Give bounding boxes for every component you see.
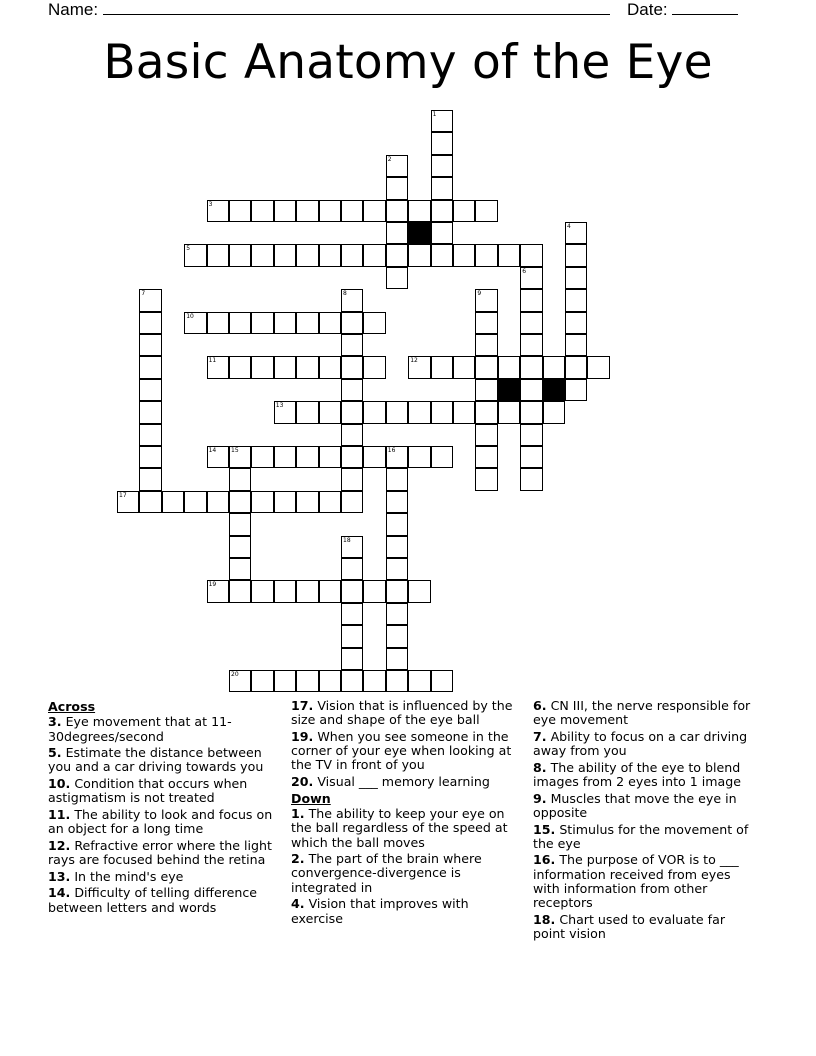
grid-cell[interactable] xyxy=(229,536,251,558)
clue-text: Eye movement that at 11-30degrees/second xyxy=(48,714,232,744)
grid-cell[interactable] xyxy=(139,312,161,334)
grid-cell[interactable] xyxy=(341,424,363,446)
grid-cell[interactable] xyxy=(274,670,296,692)
grid-cell[interactable] xyxy=(139,289,161,311)
grid-cell[interactable] xyxy=(386,200,408,222)
down-clue xyxy=(533,792,761,821)
grid-cell[interactable] xyxy=(475,356,497,378)
clue-text: Chart used to evaluate far point vision xyxy=(533,911,725,942)
clue-number: 14. xyxy=(48,885,71,901)
grid-cell[interactable] xyxy=(341,468,363,490)
clue-text: The purpose of VOR is to ___ information received from eyes with information from other receptors xyxy=(533,852,739,911)
clue-number: 7. xyxy=(533,728,547,744)
grid-cell[interactable] xyxy=(431,446,453,468)
clue-text: Difficulty of telling difference between letters and words xyxy=(48,885,258,915)
grid-cell[interactable] xyxy=(520,289,542,311)
grid-cell[interactable] xyxy=(475,424,497,446)
grid-cell[interactable] xyxy=(341,536,363,558)
grid-cell[interactable] xyxy=(207,244,229,266)
grid-cell[interactable] xyxy=(431,670,453,692)
clue-text: The part of the brain where convergence-divergence is integrated in xyxy=(291,851,482,895)
grid-cell[interactable] xyxy=(184,491,206,513)
across-clue xyxy=(48,715,276,744)
grid-cell[interactable] xyxy=(319,312,341,334)
clue-text: Ability to focus on a car driving away from you xyxy=(533,728,748,759)
grid-cell[interactable] xyxy=(475,244,497,266)
grid-cell[interactable] xyxy=(139,401,161,423)
grid-cell[interactable] xyxy=(408,200,430,222)
clue-number-label: 20 xyxy=(231,671,239,678)
grid-cell[interactable] xyxy=(543,356,565,378)
grid-cell[interactable] xyxy=(341,401,363,423)
grid-cell[interactable] xyxy=(296,312,318,334)
clue-number: 5. xyxy=(48,745,62,761)
clue-number-label: 8 xyxy=(343,290,347,298)
grid-cell[interactable] xyxy=(498,401,520,423)
clue-number: 2. xyxy=(291,851,305,867)
grid-cell[interactable] xyxy=(520,401,542,423)
grid-cell[interactable] xyxy=(431,401,453,423)
grid-cell[interactable] xyxy=(319,491,341,513)
grid-cell[interactable] xyxy=(565,289,587,311)
grid-cell[interactable] xyxy=(408,580,430,602)
grid-cell[interactable] xyxy=(229,670,251,692)
grid-cell[interactable] xyxy=(565,244,587,266)
grid-cell[interactable] xyxy=(386,625,408,647)
grid-cell[interactable] xyxy=(475,200,497,222)
grid-cell[interactable] xyxy=(386,580,408,602)
across-heading: Across xyxy=(48,699,96,714)
clue-column-3 xyxy=(533,699,761,944)
clue-text: CN III, the nerve responsible for eye movement xyxy=(533,698,751,728)
blocked-cell xyxy=(543,379,565,401)
grid-cell[interactable] xyxy=(319,670,341,692)
grid-cell[interactable] xyxy=(386,446,408,468)
grid-cell[interactable] xyxy=(520,267,542,289)
down-clue xyxy=(533,699,761,728)
grid-cell[interactable] xyxy=(341,580,363,602)
grid-cell[interactable] xyxy=(520,468,542,490)
grid-cell[interactable] xyxy=(386,244,408,266)
clue-number: 10. xyxy=(48,776,71,792)
clue-text: Refractive error where the light rays are focused behind the retina xyxy=(48,837,272,868)
grid-cell[interactable] xyxy=(386,401,408,423)
grid-cell[interactable] xyxy=(431,155,453,177)
clue-number-label: 15 xyxy=(231,447,239,454)
grid-cell[interactable] xyxy=(229,244,251,266)
clue-number: 9. xyxy=(533,790,547,806)
down-clue xyxy=(291,897,519,926)
grid-cell[interactable] xyxy=(341,244,363,266)
clue-number-label: 11 xyxy=(208,357,217,365)
grid-cell[interactable] xyxy=(431,132,453,154)
grid-cell[interactable] xyxy=(341,558,363,580)
grid-cell[interactable] xyxy=(386,491,408,513)
grid-cell[interactable] xyxy=(274,200,296,222)
grid-cell[interactable] xyxy=(475,312,497,334)
grid-cell[interactable] xyxy=(229,558,251,580)
grid-cell[interactable] xyxy=(139,424,161,446)
grid-cell[interactable] xyxy=(431,222,453,244)
clue-column-2 xyxy=(291,699,519,928)
grid-cell[interactable] xyxy=(319,200,341,222)
name-label: Name: xyxy=(48,0,99,19)
clue-number: 11. xyxy=(48,806,71,822)
grid-cell[interactable] xyxy=(386,155,408,177)
clue-column-1 xyxy=(48,699,276,917)
grid-cell[interactable] xyxy=(251,670,273,692)
grid-cell[interactable] xyxy=(207,356,229,378)
clue-text: When you see someone in the corner of your eye when looking at the TV in front of you xyxy=(291,728,512,773)
grid-cell[interactable] xyxy=(498,356,520,378)
grid-cell[interactable] xyxy=(117,491,139,513)
grid-cell[interactable] xyxy=(319,244,341,266)
grid-cell[interactable] xyxy=(475,446,497,468)
clue-number-label: 17 xyxy=(119,491,127,499)
across-clue xyxy=(48,839,276,868)
grid-cell[interactable] xyxy=(341,491,363,513)
grid-cell[interactable] xyxy=(498,244,520,266)
clue-number: 6. xyxy=(533,698,547,713)
grid-cell[interactable] xyxy=(139,334,161,356)
grid-cell[interactable] xyxy=(296,580,318,602)
grid-cell[interactable] xyxy=(341,379,363,401)
clue-text: Vision that is influenced by the size and shape of the eye ball xyxy=(291,698,513,728)
grid-cell[interactable] xyxy=(565,267,587,289)
clue-number-label: 14 xyxy=(208,447,217,454)
grid-cell[interactable] xyxy=(274,312,296,334)
clue-number-label: 12 xyxy=(410,357,418,365)
grid-cell[interactable] xyxy=(520,312,542,334)
clue-number-label: 3 xyxy=(208,200,213,208)
grid-cell[interactable] xyxy=(207,200,229,222)
grid-cell[interactable] xyxy=(296,356,318,378)
grid-cell[interactable] xyxy=(319,446,341,468)
grid-cell[interactable] xyxy=(386,648,408,670)
clue-text: The ability of the eye to blend images from 2 eyes into 1 image xyxy=(533,759,741,790)
grid-cell[interactable] xyxy=(319,356,341,378)
grid-cell[interactable] xyxy=(251,491,273,513)
clue-number: 12. xyxy=(48,837,71,853)
grid-cell[interactable] xyxy=(408,401,430,423)
grid-cell[interactable] xyxy=(363,446,385,468)
grid-cell[interactable] xyxy=(341,603,363,625)
grid-cell[interactable] xyxy=(520,379,542,401)
clue-number: 18. xyxy=(533,911,556,927)
clue-text: Stimulus for the movement of the eye xyxy=(533,821,749,851)
grid-cell[interactable] xyxy=(408,244,430,266)
clue-number: 16. xyxy=(533,852,556,868)
clue-number: 19. xyxy=(291,728,314,744)
down-clue xyxy=(533,730,761,759)
clue-text: In the mind's eye xyxy=(70,868,184,884)
grid-cell[interactable] xyxy=(386,558,408,580)
clue-text: Condition that occurs when astigmatism is not treated xyxy=(48,776,248,806)
grid-cell[interactable] xyxy=(453,356,475,378)
down-clue xyxy=(533,853,761,910)
clue-number: 15. xyxy=(533,821,556,837)
blocked-cell xyxy=(408,222,430,244)
clue-text: The ability to look and focus on an object for a long time xyxy=(48,806,273,837)
grid-cell[interactable] xyxy=(341,625,363,647)
grid-cell[interactable] xyxy=(386,536,408,558)
grid-cell[interactable] xyxy=(431,356,453,378)
grid-cell[interactable] xyxy=(565,312,587,334)
grid-cell[interactable] xyxy=(341,200,363,222)
grid-cell[interactable] xyxy=(139,468,161,490)
grid-cell[interactable] xyxy=(162,491,184,513)
grid-cell[interactable] xyxy=(475,379,497,401)
clue-number-label: 9 xyxy=(477,290,482,298)
grid-cell[interactable] xyxy=(274,401,296,423)
grid-cell[interactable] xyxy=(229,491,251,513)
grid-cell[interactable] xyxy=(363,356,385,378)
grid-cell[interactable] xyxy=(296,200,318,222)
down-heading: Down xyxy=(291,790,331,806)
grid-cell[interactable] xyxy=(207,580,229,602)
grid-cell[interactable] xyxy=(475,468,497,490)
grid-cell[interactable] xyxy=(229,513,251,535)
grid-cell[interactable] xyxy=(363,312,385,334)
clue-text: The ability to keep your eye on the ball regardless of the speed at which the ball moves xyxy=(291,805,508,850)
page-title: Basic Anatomy of the Eye xyxy=(103,35,713,90)
grid-cell[interactable] xyxy=(296,446,318,468)
clue-number-label: 19 xyxy=(208,581,217,589)
grid-cell[interactable] xyxy=(363,670,385,692)
blocked-cell xyxy=(498,379,520,401)
grid-cell[interactable] xyxy=(341,289,363,311)
grid-cell[interactable] xyxy=(543,401,565,423)
down-clue xyxy=(291,807,519,850)
grid-cell[interactable] xyxy=(207,312,229,334)
grid-cell[interactable] xyxy=(229,312,251,334)
grid-cell[interactable] xyxy=(520,356,542,378)
grid-cell[interactable] xyxy=(475,289,497,311)
clue-number-label: 4 xyxy=(567,223,571,230)
across-clue xyxy=(48,746,276,775)
clue-number-label: 6 xyxy=(522,267,527,275)
clue-number: 4. xyxy=(291,896,305,912)
grid-cell[interactable] xyxy=(296,670,318,692)
grid-cell[interactable] xyxy=(139,379,161,401)
grid-cell[interactable] xyxy=(184,244,206,266)
clue-text: Estimate the distance between you and a car driving towards you xyxy=(48,745,264,775)
grid-cell[interactable] xyxy=(229,468,251,490)
clue-number: 3. xyxy=(48,714,62,730)
grid-cell[interactable] xyxy=(363,200,385,222)
grid-cell[interactable] xyxy=(341,356,363,378)
grid-cell[interactable] xyxy=(565,334,587,356)
grid-cell[interactable] xyxy=(341,312,363,334)
grid-cell[interactable] xyxy=(386,177,408,199)
grid-cell[interactable] xyxy=(453,200,475,222)
grid-cell[interactable] xyxy=(251,356,273,378)
grid-cell[interactable] xyxy=(139,491,161,513)
across-clue xyxy=(291,699,519,728)
down-clue xyxy=(533,761,761,790)
clue-number-label: 10 xyxy=(186,312,194,320)
grid-cell[interactable] xyxy=(139,356,161,378)
grid-cell[interactable] xyxy=(229,200,251,222)
clue-number: 1. xyxy=(291,805,305,821)
grid-cell[interactable] xyxy=(520,244,542,266)
grid-cell[interactable] xyxy=(431,110,453,132)
grid-cell[interactable] xyxy=(520,424,542,446)
grid-cell[interactable] xyxy=(184,312,206,334)
clue-number-label: 7 xyxy=(141,290,146,298)
clue-number-label: 2 xyxy=(387,155,392,163)
grid-cell[interactable] xyxy=(296,491,318,513)
grid-cell[interactable] xyxy=(386,222,408,244)
across-clue xyxy=(48,870,276,884)
grid-cell[interactable] xyxy=(408,356,430,378)
grid-cell[interactable] xyxy=(274,580,296,602)
grid-cell[interactable] xyxy=(341,670,363,692)
clue-text: Vision that improves with exercise xyxy=(291,896,469,926)
grid-cell[interactable] xyxy=(431,244,453,266)
grid-cell[interactable] xyxy=(251,580,273,602)
grid-cell[interactable] xyxy=(274,491,296,513)
clue-number: 20. xyxy=(291,774,314,790)
grid-cell[interactable] xyxy=(363,401,385,423)
grid-cell[interactable] xyxy=(251,446,273,468)
grid-cell[interactable] xyxy=(386,670,408,692)
clue-number-label: 13 xyxy=(275,402,284,410)
clue-number: 13. xyxy=(48,868,71,884)
grid-cell[interactable] xyxy=(386,468,408,490)
grid-cell[interactable] xyxy=(386,603,408,625)
grid-cell[interactable] xyxy=(520,446,542,468)
grid-cell[interactable] xyxy=(296,401,318,423)
grid-cell[interactable] xyxy=(431,200,453,222)
down-clue xyxy=(533,823,761,852)
across-clue xyxy=(291,730,519,773)
grid-cell[interactable] xyxy=(453,401,475,423)
grid-cell[interactable] xyxy=(363,244,385,266)
grid-cell[interactable] xyxy=(229,580,251,602)
grid-cell[interactable] xyxy=(431,177,453,199)
grid-cell[interactable] xyxy=(207,491,229,513)
grid-cell[interactable] xyxy=(475,401,497,423)
grid-cell[interactable] xyxy=(341,446,363,468)
clue-number-label: 1 xyxy=(432,111,437,118)
clue-number-label: 18 xyxy=(343,536,351,544)
down-clue xyxy=(291,852,519,895)
grid-cell[interactable] xyxy=(251,200,273,222)
grid-cell[interactable] xyxy=(363,580,385,602)
down-clue xyxy=(533,913,761,942)
grid-cell[interactable] xyxy=(565,222,587,244)
grid-cell[interactable] xyxy=(565,379,587,401)
grid-cell[interactable] xyxy=(520,334,542,356)
grid-cell[interactable] xyxy=(274,446,296,468)
date-label: Date: xyxy=(627,0,668,19)
across-clue xyxy=(48,777,276,806)
grid-cell[interactable] xyxy=(319,580,341,602)
across-clue xyxy=(291,775,519,789)
grid-cell[interactable] xyxy=(341,648,363,670)
grid-cell[interactable] xyxy=(274,244,296,266)
grid-cell[interactable] xyxy=(319,401,341,423)
grid-cell[interactable] xyxy=(296,244,318,266)
clue-number-label: 16 xyxy=(387,447,396,454)
grid-cell[interactable] xyxy=(251,312,273,334)
grid-cell[interactable] xyxy=(386,267,408,289)
grid-cell[interactable] xyxy=(386,513,408,535)
clue-text: Visual ___ memory learning xyxy=(313,774,490,790)
grid-cell[interactable] xyxy=(251,244,273,266)
grid-cell[interactable] xyxy=(565,356,587,378)
grid-cell[interactable] xyxy=(475,334,497,356)
grid-cell[interactable] xyxy=(229,356,251,378)
clue-text: Muscles that move the eye in opposite xyxy=(533,790,737,820)
clue-number-label: 5 xyxy=(186,245,191,253)
across-clue xyxy=(48,808,276,837)
grid-cell[interactable] xyxy=(453,244,475,266)
grid-cell[interactable] xyxy=(207,446,229,468)
grid-cell[interactable] xyxy=(274,356,296,378)
clue-number: 17. xyxy=(291,698,314,713)
grid-cell[interactable] xyxy=(408,670,430,692)
grid-cell[interactable] xyxy=(408,446,430,468)
grid-cell[interactable] xyxy=(229,446,251,468)
grid-cell[interactable] xyxy=(587,356,609,378)
grid-cell[interactable] xyxy=(341,334,363,356)
grid-cell[interactable] xyxy=(139,446,161,468)
across-clue xyxy=(48,886,276,915)
clue-number: 8. xyxy=(533,759,547,775)
